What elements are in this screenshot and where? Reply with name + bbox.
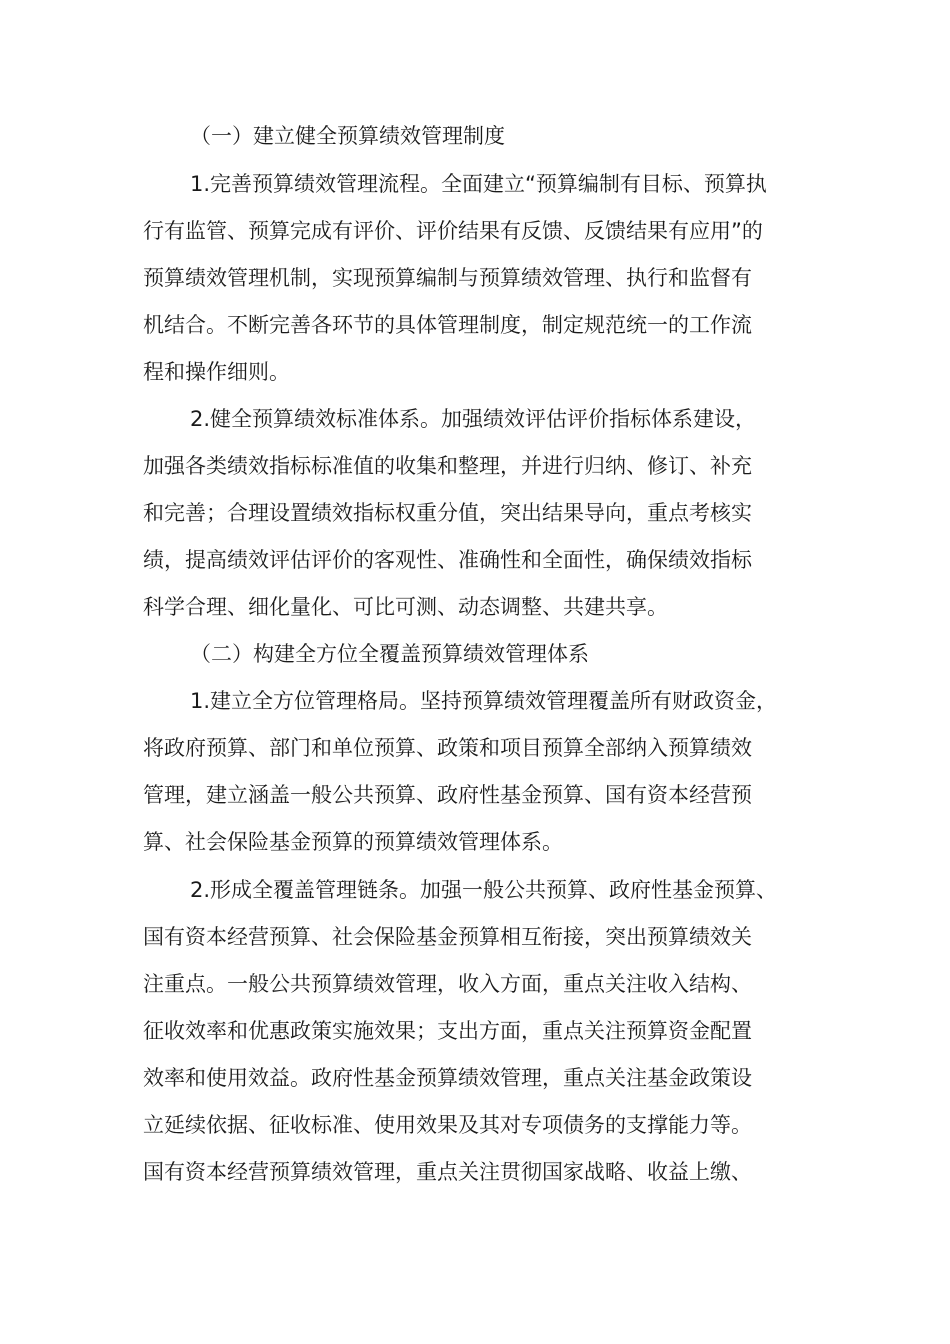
paragraph-2-line-2: 加强各类绩效指标标准值的收集和整理，并进行归纳、修订、补充 [143, 454, 752, 478]
paragraph-3-line-2: 将政府预算、部门和单位预算、政策和项目预算全部纳入预算绩效 [143, 736, 752, 760]
paragraph-4-line-3: 注重点。一般公共预算绩效管理，收入方面，重点关注收入结构、 [143, 972, 752, 996]
section-heading-2: （二）构建全方位全覆盖预算绩效管理体系 [190, 642, 589, 666]
section-heading-1: （一）建立健全预算绩效管理制度 [190, 124, 505, 148]
paragraph-1-line-1: 1.完善预算绩效管理流程。全面建立“预算编制有目标、预算执 [190, 172, 767, 196]
paragraph-1-line-4: 机结合。不断完善各环节的具体管理制度，制定规范统一的工作流 [143, 313, 752, 337]
paragraph-4-line-7: 国有资本经营预算绩效管理，重点关注贯彻国家战略、收益上缴、 [143, 1160, 752, 1184]
paragraph-4-line-2: 国有资本经营预算、社会保险基金预算相互衔接，突出预算绩效关 [143, 925, 752, 949]
paragraph-2-line-1: 2.健全预算绩效标准体系。加强绩效评估评价指标体系建设， [190, 407, 757, 431]
paragraph-1-line-5: 程和操作细则。 [143, 360, 290, 384]
paragraph-3-line-4: 算、社会保险基金预算的预算绩效管理体系。 [143, 830, 563, 854]
paragraph-3-line-1: 1.建立全方位管理格局。坚持预算绩效管理覆盖所有财政资金， [190, 689, 778, 713]
paragraph-2-line-5: 科学合理、细化量化、可比可测、动态调整、共建共享。 [143, 595, 668, 619]
paragraph-4-line-5: 效率和使用效益。政府性基金预算绩效管理，重点关注基金政策设 [143, 1066, 752, 1090]
paragraph-2-line-4: 绩，提高绩效评估评价的客观性、准确性和全面性，确保绩效指标 [143, 548, 752, 572]
paragraph-1-line-3: 预算绩效管理机制，实现预算编制与预算绩效管理、执行和监督有 [143, 266, 752, 290]
paragraph-4-line-1: 2.形成全覆盖管理链条。加强一般公共预算、政府性基金预算、 [190, 878, 778, 902]
paragraph-4-line-6: 立延续依据、征收标准、使用效果及其对专项债务的支撑能力等。 [143, 1113, 752, 1137]
paragraph-1-line-2: 行有监管、预算完成有评价、评价结果有反馈、反馈结果有应用”的 [143, 219, 763, 243]
paragraph-2-line-3: 和完善；合理设置绩效指标权重分值，突出结果导向，重点考核实 [143, 501, 752, 525]
paragraph-4-line-4: 征收效率和优惠政策实施效果；支出方面，重点关注预算资金配置 [143, 1019, 752, 1043]
paragraph-3-line-3: 管理，建立涵盖一般公共预算、政府性基金预算、国有资本经营预 [143, 783, 752, 807]
